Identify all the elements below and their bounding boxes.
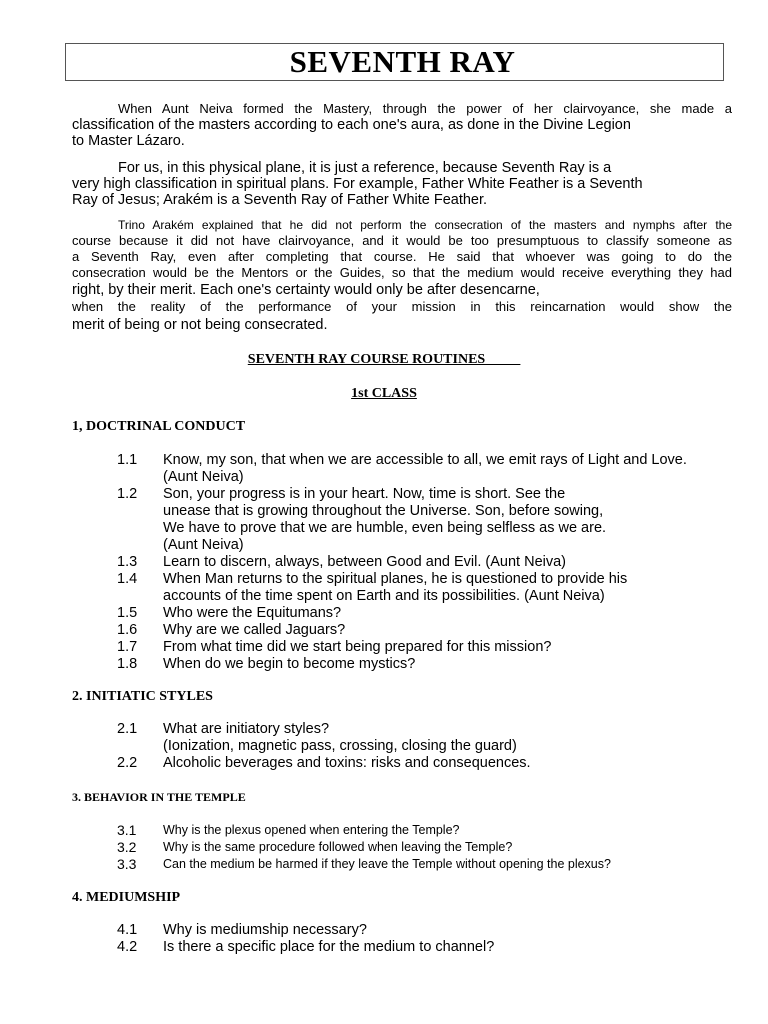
item-number: 4.2 <box>117 939 138 955</box>
item-text: Who were the Equitumans? <box>163 605 342 621</box>
section-heading: 2. INITIATIC STYLES <box>72 689 213 704</box>
intro-line: For us, in this physical plane, it is just a reference, because Seventh Ray is a <box>118 160 612 176</box>
list-item <box>117 571 687 605</box>
item-number: 2.2 <box>117 755 138 771</box>
list-item <box>117 721 531 755</box>
item-number: 1.6 <box>117 622 138 638</box>
item-text: Is there a specific place for the medium to channel? <box>163 939 495 955</box>
section-3-list <box>117 822 611 873</box>
section-2-list <box>117 721 531 772</box>
item-text: Why is mediumship necessary? <box>163 922 367 938</box>
item-number: 1.4 <box>117 571 138 587</box>
item-number: 3.3 <box>117 856 137 872</box>
item-text: Son, your progress is in your heart. Now, time is short. See the <box>163 486 566 502</box>
intro-line: merit of being or not being consecrated. <box>72 317 328 333</box>
section-4-list <box>117 922 494 956</box>
class-heading: 1st CLASS <box>351 386 417 401</box>
list-item <box>117 922 494 939</box>
intro-line: consecration would be the Mentors or the Guides, so that the medium would receive everything they had <box>72 265 732 280</box>
item-text: Learn to discern, always, between Good and Evil. (Aunt Neiva) <box>163 554 566 570</box>
item-text: accounts of the time spent on Earth and its possibilities. (Aunt Neiva) <box>163 588 605 604</box>
item-text: unease that is growing throughout the Universe. Son, before sowing, <box>163 503 604 519</box>
page-title: SEVENTH RAY <box>289 44 516 79</box>
item-number: 1.3 <box>117 554 138 570</box>
item-number: 1.2 <box>117 486 138 502</box>
item-number: 1.8 <box>117 656 138 672</box>
routines-heading: SEVENTH RAY COURSE ROUTINES_____ <box>247 352 521 367</box>
item-number: 3.1 <box>117 822 137 838</box>
intro-line: a Seventh Ray, even after completing that course. He said that whoever was going to do the <box>72 249 732 264</box>
list-item <box>117 822 611 839</box>
list-item <box>117 486 687 554</box>
item-text: We have to prove that we are humble, even being selfless as we are. <box>163 520 607 536</box>
intro-line: classification of the masters according to each one's aura, as done in the Divine Legion <box>72 117 631 133</box>
intro-paragraph-2 <box>72 160 732 208</box>
item-text: What are initiatory styles? <box>163 721 330 737</box>
list-item <box>117 554 687 571</box>
intro-line: course because it did not have clairvoyance, and it would be too presumptuous to classify someone as <box>72 233 732 248</box>
item-text: When Man returns to the spiritual planes, he is questioned to provide his <box>163 571 628 587</box>
list-item <box>117 622 687 639</box>
item-text: (Aunt Neiva) <box>163 469 244 485</box>
intro-line: to Master Lázaro. <box>72 133 185 149</box>
intro-line: very high classification in spiritual plans. For example, Father White Feather is a Seventh <box>72 176 643 192</box>
title-box <box>65 43 724 81</box>
intro-line: When Aunt Neiva formed the Mastery, through the power of her clairvoyance, she made a <box>118 101 732 116</box>
item-text: (Aunt Neiva) <box>163 537 244 553</box>
intro-line: when the reality of the performance of your mission in this reincarnation would show the <box>72 299 732 314</box>
section-1-list <box>117 452 687 673</box>
item-number: 2.1 <box>117 721 138 737</box>
item-text: From what time did we start being prepared for this mission? <box>163 639 552 655</box>
item-text: Why is the same procedure followed when leaving the Temple? <box>163 840 513 854</box>
item-text: When do we begin to become mystics? <box>163 656 416 672</box>
item-number: 1.7 <box>117 639 138 655</box>
list-item <box>117 939 494 956</box>
list-item <box>117 839 611 856</box>
list-item <box>117 656 687 673</box>
item-text: Why is the plexus opened when entering the Temple? <box>163 823 460 837</box>
section-heading: 4. MEDIUMSHIP <box>72 890 181 905</box>
intro-line: Trino Arakém explained that he did not perform the consecration of the masters and nymphs after the <box>118 218 732 232</box>
section-heading: 1, DOCTRINAL CONDUCT <box>72 419 246 434</box>
item-text: Alcoholic beverages and toxins: risks and consequences. <box>163 755 531 771</box>
intro-line: Ray of Jesus; Arakém is a Seventh Ray of Father White Feather. <box>72 192 488 208</box>
list-item <box>117 452 687 486</box>
section-heading: 3. BEHAVIOR IN THE TEMPLE <box>72 790 246 804</box>
item-text: Know, my son, that when we are accessible to all, we emit rays of Light and Love. <box>163 452 687 468</box>
item-number: 3.2 <box>117 839 137 855</box>
item-number: 1.1 <box>117 452 138 468</box>
list-item <box>117 755 531 772</box>
intro-line: right, by their merit. Each one's certainty would only be after desencarne, <box>72 282 540 298</box>
item-text: (Ionization, magnetic pass, crossing, closing the guard) <box>163 738 517 754</box>
item-text: Can the medium be harmed if they leave the Temple without opening the plexus? <box>163 857 611 871</box>
intro-paragraph-1 <box>72 101 732 149</box>
item-text: Why are we called Jaguars? <box>163 622 346 638</box>
item-number: 4.1 <box>117 922 138 938</box>
intro-paragraph-3 <box>72 217 732 335</box>
item-number: 1.5 <box>117 605 138 621</box>
list-item <box>117 639 687 656</box>
list-item <box>117 605 687 622</box>
list-item <box>117 856 611 873</box>
